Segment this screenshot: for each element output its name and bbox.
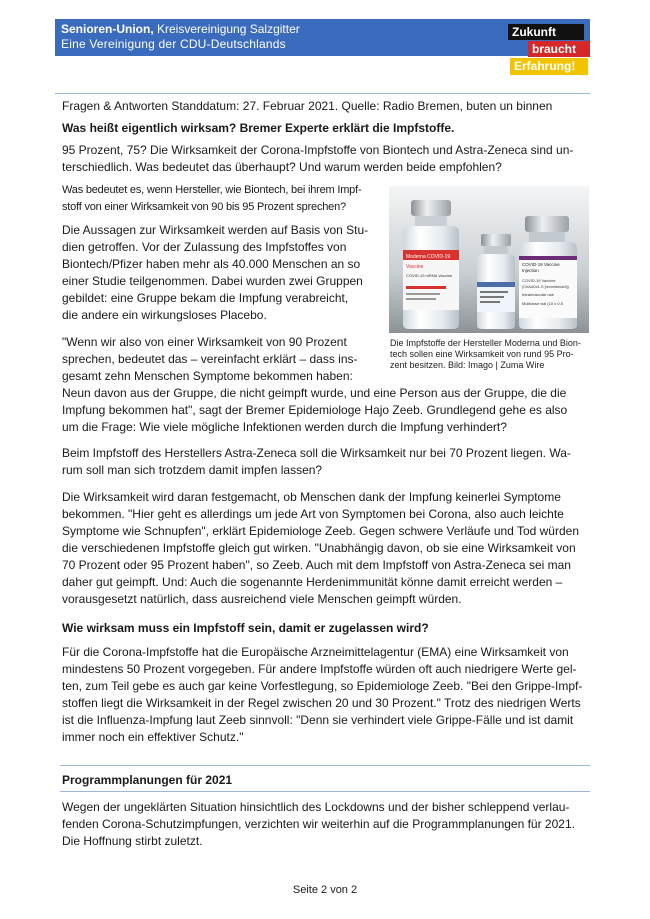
logo-line-2: braucht [528,41,590,57]
section-divider [60,765,590,766]
vial-label-text: Vaccine [406,264,424,270]
paragraph-line: ist die Influenza-Impfung laut Zeeb sinnvoll: "Denn sie verhindert viele Grippe-Fälle und ist damit [62,713,574,727]
article-meta: Fragen & Antworten Standdatum: 27. Februar 2021. Quelle: Radio Bremen, buten un binnen [62,99,553,113]
paragraph-line: einer Studie teilgenommen. Dabei wurden zwei Gruppen [62,274,363,288]
header-divider [55,93,590,94]
paragraph-line: gesamt zehn Menschen Symptome bekommen haben: [62,369,353,383]
vial-label-text: COVID-19 mRNA Vaccine [406,273,453,278]
paragraph-line: 70 Prozent oder 95 Prozent haben", so Zeeb. Auch mit dem Impfstoff von Astra-Zeneca sei man [62,558,571,572]
paragraph-line: "Wenn wir also von einer Wirksamkeit von 90 Prozent [62,335,347,349]
vial-label-text: (ChAdOx1-S [recombinant]) [522,285,569,289]
vial-label-text: COVID-19 Vaccine [522,278,556,283]
photo-caption-line: zent besitzen. Bild: Imago | Zuma Wire [390,360,545,370]
paragraph-line: Impfung bekommen hat", sagt der Bremer Epidemiologe Hajo Zeeb. Grundlegend gehe es also [62,403,568,417]
paragraph-line: rum soll man sich trotzdem damit impfen lassen? [62,463,323,477]
paragraph-line: mindestens 50 Prozent vorgegeben. Für andere Impfstoffe würden oft auch niedrigere Werte gel- [62,662,577,676]
question-line: Was bedeutet es, wenn Hersteller, wie Biontech, bei ihrem Impf- [62,184,362,196]
intro-line: terschiedlich. Was bedeutet das überhaupt? Und warum werden beide empfohlen? [62,160,502,174]
page-number: Seite 2 von 2 [292,884,358,896]
paragraph-line: die verschiedenen Impfstoffe gleich gut wirken. "Unabhängig davon, ob sie eine Wirksamkeit von [62,541,576,555]
paragraph-line: daher gut geimpft. Und: Auch die sogenannte Herdenimmunität könne damit erreicht werden – [62,575,563,589]
paragraph-line: Neun davon aus der Gruppe, die nicht geimpft wurde, und eine Person aus der Gruppe, die die [62,386,567,400]
article-headline: Was heißt eigentlich wirksam? Bremer Experte erklärt die Impfstoffe. [62,121,455,135]
photo-caption-line: tech sollen eine Wirksamkeit von rund 95 Pro- [390,349,574,359]
intro-line: 95 Prozent, 75? Die Wirksamkeit der Corona-Impfstoffe von Biontech und Astra-Zeneca sind un- [62,143,574,157]
paragraph-line: Biontech/Pfizer haben mehr als 40.000 Menschen an so [62,257,361,271]
org-name-rest: Kreisvereinigung Salzgitter [153,22,300,36]
paragraph-line: immer noch ein effektiver Schutz." [62,730,244,744]
vial-label-text: COVID-19 Vaccine [522,262,560,267]
vial-label-text: Intramuscular use [522,292,554,297]
paragraph-line: Beim Impfstoff des Herstellers Astra-Zeneca soll die Wirksamkeit nur bei 70 Prozent liegen. Wa- [62,446,571,460]
photo-caption-line: Die Impfstoffe der Hersteller Moderna und Bion- [390,338,581,348]
program-heading: Programmplanungen für 2021 [62,773,233,787]
logo [508,24,590,76]
paragraph-line: bekommen. "Hier geht es allerdings um jede Art von Symptomen bei Corona, also auch leichte [62,507,564,521]
vial-label-text: Moderna COVID-19 [406,254,451,260]
paragraph-line: Für die Corona-Impfstoffe hat die Europäische Arzneimittelagentur (EMA) eine Wirksamkeit von [62,645,569,659]
question-line: stoff von einer Wirksamkeit von 90 bis 95 Prozent sprechen? [62,201,346,213]
paragraph-line: um die Frage: Wie viele mögliche Infektionen werden durch die Impfung verhindert? [62,420,507,434]
section-divider [60,791,590,792]
paragraph-line: vorausgesetzt natürlich, dass ausreichend viele Menschen geimpft würden. [62,592,462,606]
paragraph-line: ten, zum Teil gebe es auch gar keine Vorfestlegung, so Epidemiologe Zeeb. "Bei den Grippe-Impf- [62,679,583,693]
paragraph-line: die andere ein wirkungsloses Placebo. [62,308,267,322]
program-text-line: fenden Corona-Schutzimpfungen, verzichten wir weiterhin auf die Programmplanungen für 2021. [62,817,575,831]
article-subheading: Wie wirksam muss ein Impfstoff sein, damit er zugelassen wird? [62,621,429,635]
program-text-line: Die Hoffnung stirbt zuletzt. [62,834,203,848]
vaccine-vials-photo [389,186,589,333]
paragraph-line: gebildet: eine Gruppe bekam die Impfung verabreicht, [62,291,349,305]
paragraph-line: Symptome wie Schnupfen", erklärt Epidemiologe Zeeb. Gegen schwere Verläufe und Tod würden [62,524,580,538]
paragraph-line: Die Wirksamkeit wird daran festgemacht, ob Menschen dank der Impfung keinerlei Symptome [62,490,561,504]
vaccine-vials-illustration [389,186,589,333]
paragraph-line: dien getroffen. Vor der Zulassung des Impfstoffes von [62,240,347,254]
paragraph-line: stoffen liegt die Wirksamkeit in der Regel zwischen 20 und 30 Prozent." Trotz des niedrigen Werts [62,696,581,710]
paragraph-line: Die Aussagen zur Wirksamkeit werden auf Basis von Stu- [62,223,369,237]
paragraph-line: sprechen, bedeutet das – vereinfacht erklärt – dass ins- [62,352,358,366]
logo-line-3: Erfahrung! [510,58,588,75]
logo-line-1: Zukunft [508,24,584,40]
vial-label-text: Injection [522,268,539,273]
vial-label-text: Multidose vial (10 x 0.5 [522,301,563,306]
org-name [61,22,300,36]
org-subtitle: Eine Vereinigung der CDU-Deutschlands [61,37,286,51]
program-text-line: Wegen der ungeklärten Situation hinsichtlich des Lockdowns und der bisher schleppend verlau- [62,800,570,814]
org-name-bold: Senioren-Union, [61,22,154,36]
